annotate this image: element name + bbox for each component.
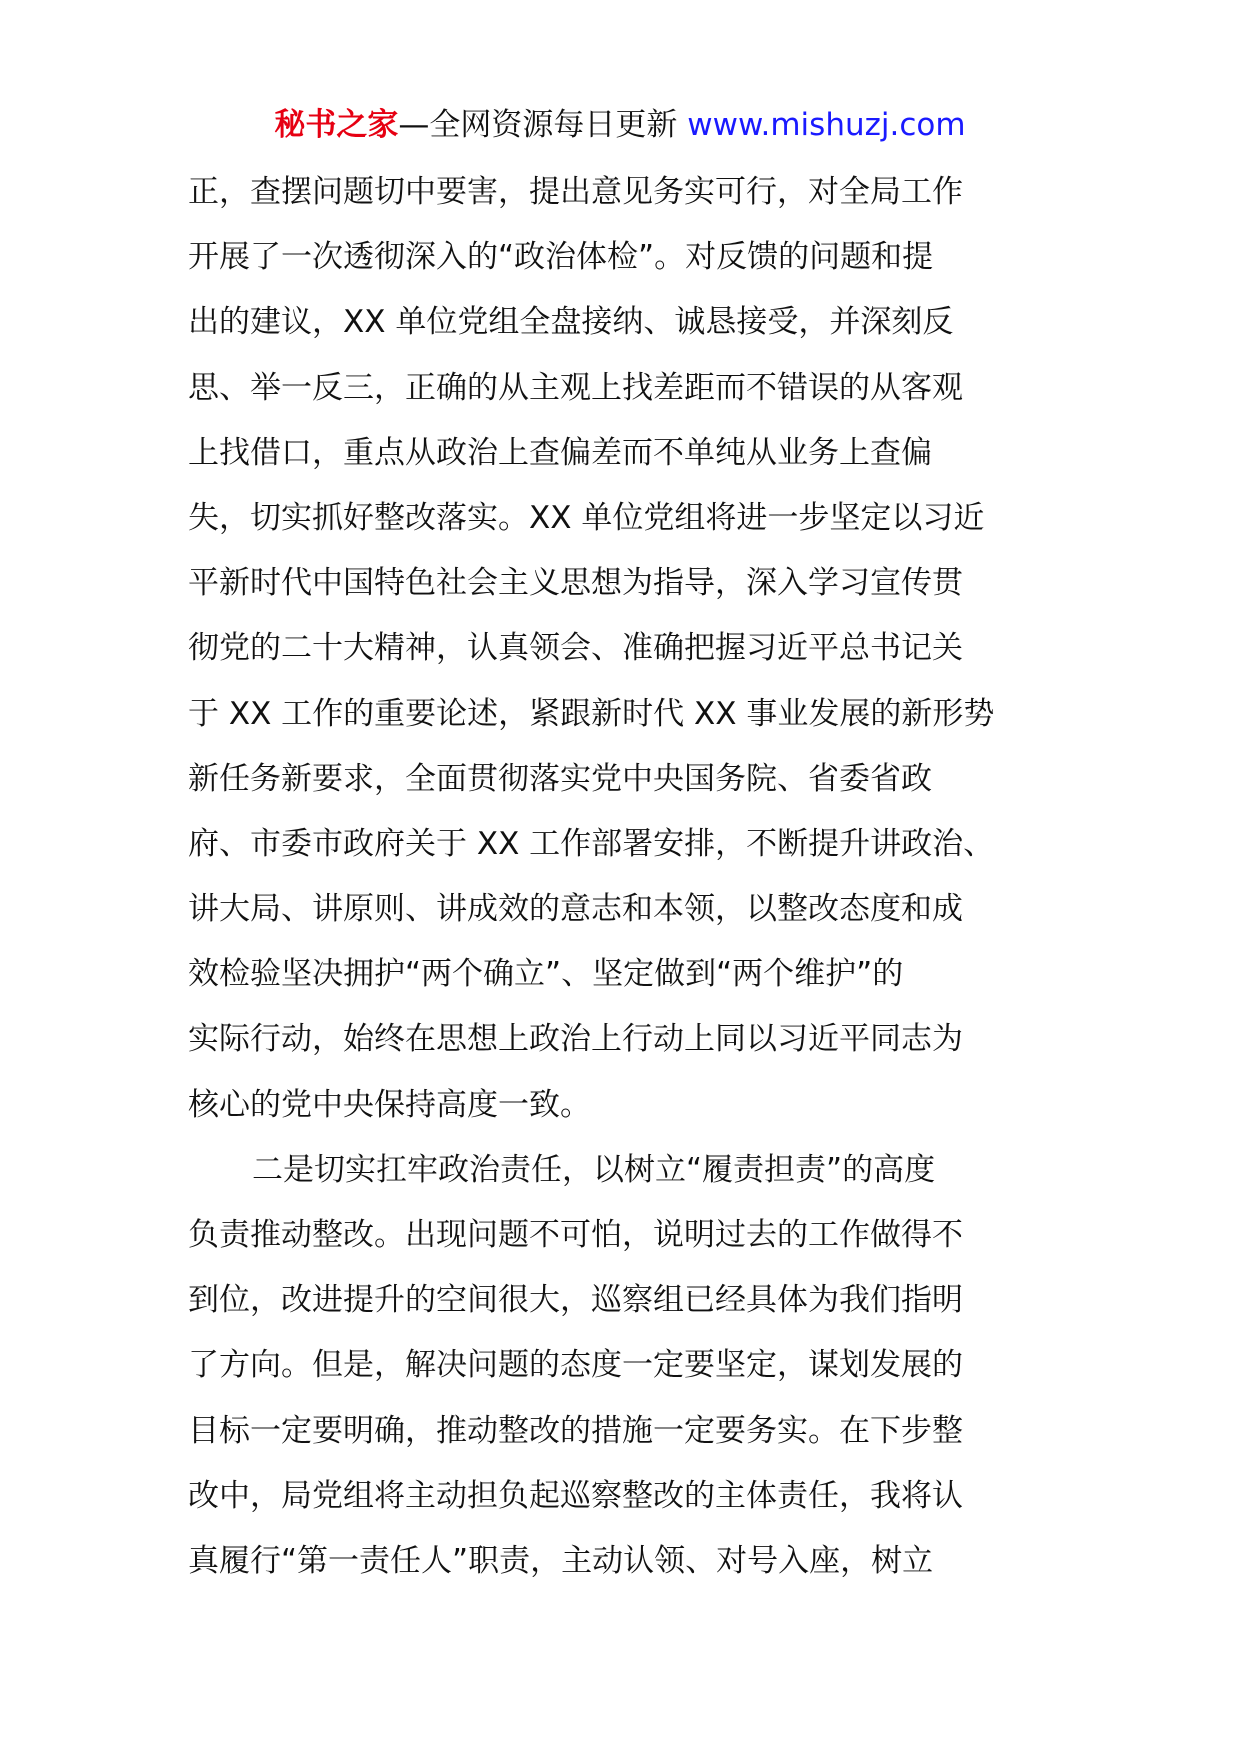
text-line: 彻党的二十大精神，认真领会、准确把握习近平总书记关 [188, 630, 963, 667]
text-line: 改中，局党组将主动担负起巡察整改的主体责任，我将认 [188, 1477, 963, 1514]
document-body [188, 160, 1058, 1594]
text-line: 讲大局、讲原则、讲成效的意志和本领，以整改态度和成 [188, 891, 963, 928]
site-tagline: —全网资源每日更新 [398, 107, 688, 143]
text-line: 了方向。但是，解决问题的态度一定要坚定，谋划发展的 [188, 1347, 963, 1384]
site-url-link[interactable]: www.mishuzj.com [687, 107, 966, 143]
text-line: 效检验坚决拥护“两个确立”、坚定做到“两个维护”的 [188, 956, 904, 993]
text-line: 真履行“第一责任人”职责，主动认领、对号入座，树立 [188, 1542, 934, 1579]
text-line: 负责推动整改。出现问题不可怕，说明过去的工作做得不 [188, 1217, 963, 1253]
text-line: 上找借口，重点从政治上查偏差而不单纯从业务上查偏 [188, 434, 932, 471]
text-line: 正，查摆问题切中要害，提出意见务实可行，对全局工作 [188, 174, 963, 210]
site-header [0, 100, 1240, 150]
text-line: 失，切实抓好整改落实。XX 单位党组将进一步坚定以习近 [188, 499, 985, 536]
text-line: 到位，改进提升的空间很大，巡察组已经具体为我们指明 [188, 1282, 963, 1319]
text-line: 平新时代中国特色社会主义思想为指导，深入学习宣传贯 [188, 565, 963, 602]
paragraph-start-line: 二是切实扛牢政治责任，以树立“履责担责”的高度 [252, 1151, 936, 1188]
text-line: 核心的党中央保持高度一致。 [188, 1086, 591, 1123]
text-line: 府、市委市政府关于 XX 工作部署安排，不断提升讲政治、 [188, 825, 995, 862]
text-line: 实际行动，始终在思想上政治上行动上同以习近平同志为 [188, 1021, 963, 1058]
text-line: 出的建议，XX 单位党组全盘接纳、诚恳接受，并深刻反 [188, 304, 954, 341]
text-line: 目标一定要明确，推动整改的措施一定要务实。在下步整 [188, 1412, 963, 1449]
site-brand: 秘书之家 [274, 107, 399, 143]
text-line: 思、举一反三，正确的从主观上找差距而不错误的从客观 [188, 369, 963, 406]
text-line: 开展了一次透彻深入的“政治体检”。对反馈的问题和提 [188, 239, 934, 276]
text-line: 于 XX 工作的重要论述，紧跟新时代 XX 事业发展的新形势 [188, 695, 995, 732]
text-line: 新任务新要求，全面贯彻落实党中央国务院、省委省政 [188, 760, 932, 797]
